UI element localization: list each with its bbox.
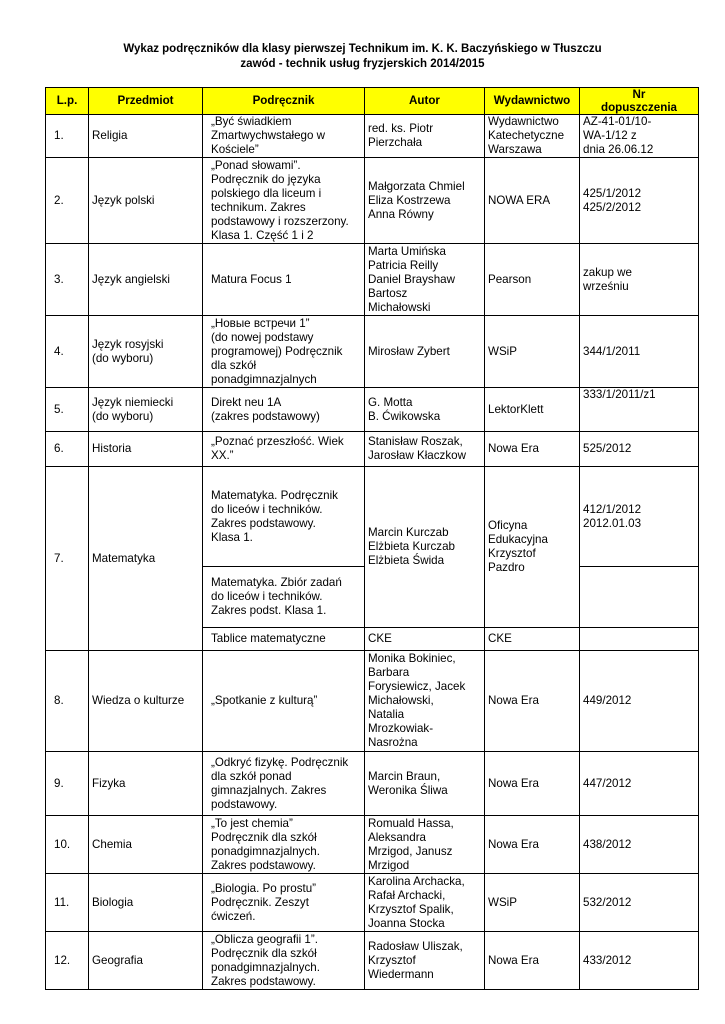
cell-lp: 7. xyxy=(46,467,89,651)
cell-lp: 4. xyxy=(46,316,89,388)
col-header-podrecznik: Podręcznik xyxy=(203,88,365,115)
table-row xyxy=(46,932,699,990)
cell-autor: Radosław Uliszak, Krzysztof Wiedermann xyxy=(365,932,485,990)
cell-przedmiot: Wiedza o kulturze xyxy=(89,651,203,752)
col-header-autor: Autor xyxy=(365,88,485,115)
col-header-wydawnictwo: Wydawnictwo xyxy=(485,88,580,115)
document-title-line1: Wykaz podręczników dla klasy pierwszej Technikum im. K. K. Baczyńskiego w Tłuszczu xyxy=(123,43,602,55)
table-row xyxy=(46,467,699,567)
cell-podrecznik: „Być świadkiem Zmartwychwstałego w Kościele” xyxy=(203,115,365,158)
cell-nr: 449/2012 xyxy=(580,651,699,752)
table-header-row xyxy=(46,88,699,115)
cell-podrecznik: „Poznać przeszłość. Wiek XX.” xyxy=(203,432,365,467)
cell-podrecznik: „Odkryć fizykę. Podręcznik dla szkół ponad gimnazjalnych. Zakres podstawowy. xyxy=(203,752,365,816)
cell-wydawnictwo: LektorKlett xyxy=(485,388,580,432)
cell-nr: 525/2012 xyxy=(580,432,699,467)
cell-autor: Marcin Kurczab Elżbieta Kurczab Elżbieta Świda xyxy=(365,467,485,628)
cell-wydawnictwo: WSiP xyxy=(485,316,580,388)
cell-lp: 1. xyxy=(46,115,89,158)
cell-nr: 438/2012 xyxy=(580,816,699,874)
col-header-przedmiot: Przedmiot xyxy=(89,88,203,115)
table-row xyxy=(46,244,699,316)
table-row xyxy=(46,651,699,752)
cell-nr: AZ-41-01/10- WA-1/12 z dnia 26.06.12 xyxy=(580,115,699,158)
table-row xyxy=(46,388,699,432)
col-header-nr: Nr dopuszczenia xyxy=(580,88,699,115)
cell-podrecznik: Direkt neu 1A (zakres podstawowy) xyxy=(203,388,365,432)
cell-lp: 9. xyxy=(46,752,89,816)
cell-przedmiot: Religia xyxy=(89,115,203,158)
cell-przedmiot: Chemia xyxy=(89,816,203,874)
textbook-table xyxy=(45,87,699,990)
cell-lp: 10. xyxy=(46,816,89,874)
cell-nr: 425/1/2012 425/2/2012 xyxy=(580,158,699,244)
cell-nr: 447/2012 xyxy=(580,752,699,816)
cell-wydawnictwo: Nowa Era xyxy=(485,816,580,874)
cell-przedmiot: Język angielski xyxy=(89,244,203,316)
cell-nr-empty xyxy=(580,628,699,651)
cell-nr: 344/1/2011 xyxy=(580,316,699,388)
cell-podrecznik: „Ponad słowami”. Podręcznik do języka polskiego dla liceum i technikum. Zakres podstawowy i rozszerzony. Klasa 1. Część 1 i 2 xyxy=(203,158,365,244)
cell-autor: CKE xyxy=(365,628,485,651)
cell-autor: Małgorzata Chmiel Eliza Kostrzewa Anna Równy xyxy=(365,158,485,244)
cell-podrecznik: „Biologia. Po prostu” Podręcznik. Zeszyt ćwiczeń. xyxy=(203,874,365,932)
table-row xyxy=(46,316,699,388)
cell-wydawnictwo: Pearson xyxy=(485,244,580,316)
cell-lp: 5. xyxy=(46,388,89,432)
cell-przedmiot: Fizyka xyxy=(89,752,203,816)
cell-lp: 6. xyxy=(46,432,89,467)
cell-autor: Stanisław Roszak, Jarosław Kłaczkow xyxy=(365,432,485,467)
cell-wydawnictwo: Nowa Era xyxy=(485,932,580,990)
cell-autor: Monika Bokiniec, Barbara Forysiewicz, Jacek Michałowski, Natalia Mrozkowiak- Nasrożna xyxy=(365,651,485,752)
cell-nr: 333/1/2011/z1 xyxy=(580,388,699,432)
col-header-lp: L.p. xyxy=(46,88,89,115)
cell-autor: G. Motta B. Ćwikowska xyxy=(365,388,485,432)
cell-przedmiot: Historia xyxy=(89,432,203,467)
cell-lp: 8. xyxy=(46,651,89,752)
table-row xyxy=(46,816,699,874)
cell-przedmiot: Geografia xyxy=(89,932,203,990)
cell-lp: 12. xyxy=(46,932,89,990)
cell-wydawnictwo: NOWA ERA xyxy=(485,158,580,244)
cell-nr: 532/2012 xyxy=(580,874,699,932)
cell-autor: Marcin Braun, Weronika Śliwa xyxy=(365,752,485,816)
cell-przedmiot: Matematyka xyxy=(89,467,203,651)
cell-podrecznik: Tablice matematyczne xyxy=(203,628,365,651)
cell-autor: Romuald Hassa, Aleksandra Mrzigod, Janusz Mrzigod xyxy=(365,816,485,874)
cell-nr: zakup we wrześniu xyxy=(580,244,699,316)
table-row xyxy=(46,158,699,244)
cell-wydawnictwo: Nowa Era xyxy=(485,651,580,752)
cell-przedmiot: Język rosyjski (do wyboru) xyxy=(89,316,203,388)
cell-lp: 3. xyxy=(46,244,89,316)
cell-przedmiot: Język polski xyxy=(89,158,203,244)
cell-podrecznik: Matura Focus 1 xyxy=(203,244,365,316)
cell-wydawnictwo: WSiP xyxy=(485,874,580,932)
cell-autor: red. ks. Piotr Pierzchała xyxy=(365,115,485,158)
table-row xyxy=(46,432,699,467)
cell-wydawnictwo: Oficyna Edukacyjna Krzysztof Pazdro xyxy=(485,467,580,628)
table-row xyxy=(46,874,699,932)
cell-lp: 11. xyxy=(46,874,89,932)
document-title-line2: zawód - technik usług fryzjerskich 2014/2015 xyxy=(240,58,485,70)
cell-nr: 412/1/2012 2012.01.03 xyxy=(580,467,699,567)
cell-podrecznik: Matematyka. Zbiór zadań do liceów i techników. Zakres podst. Klasa 1. xyxy=(203,567,365,628)
cell-nr: 433/2012 xyxy=(580,932,699,990)
cell-wydawnictwo: Wydawnictwo Katechetyczne Warszawa xyxy=(485,115,580,158)
table-row xyxy=(46,752,699,816)
cell-lp: 2. xyxy=(46,158,89,244)
cell-podrecznik: Matematyka. Podręcznik do liceów i techników. Zakres podstawowy. Klasa 1. xyxy=(203,467,365,567)
cell-nr-empty xyxy=(580,567,699,628)
cell-przedmiot: Biologia xyxy=(89,874,203,932)
cell-podrecznik: „Spotkanie z kulturą” xyxy=(203,651,365,752)
table-row xyxy=(46,115,699,158)
cell-autor: Karolina Archacka, Rafał Archacki, Krzysztof Spalik, Joanna Stocka xyxy=(365,874,485,932)
cell-przedmiot: Język niemiecki (do wyboru) xyxy=(89,388,203,432)
cell-wydawnictwo: CKE xyxy=(485,628,580,651)
cell-wydawnictwo: Nowa Era xyxy=(485,432,580,467)
cell-podrecznik: „Oblicza geografii 1”. Podręcznik dla szkół ponadgimnazjalnych. Zakres podstawowy. xyxy=(203,932,365,990)
cell-podrecznik: „Новые встречи 1” (do nowej podstawy programowej) Podręcznik dla szkół ponadgimnazjalnych xyxy=(203,316,365,388)
cell-autor: Mirosław Zybert xyxy=(365,316,485,388)
cell-podrecznik: „To jest chemia” Podręcznik dla szkół ponadgimnazjalnych. Zakres podstawowy. xyxy=(203,816,365,874)
cell-wydawnictwo: Nowa Era xyxy=(485,752,580,816)
cell-autor: Marta Umińska Patricia Reilly Daniel Brayshaw Bartosz Michałowski xyxy=(365,244,485,316)
